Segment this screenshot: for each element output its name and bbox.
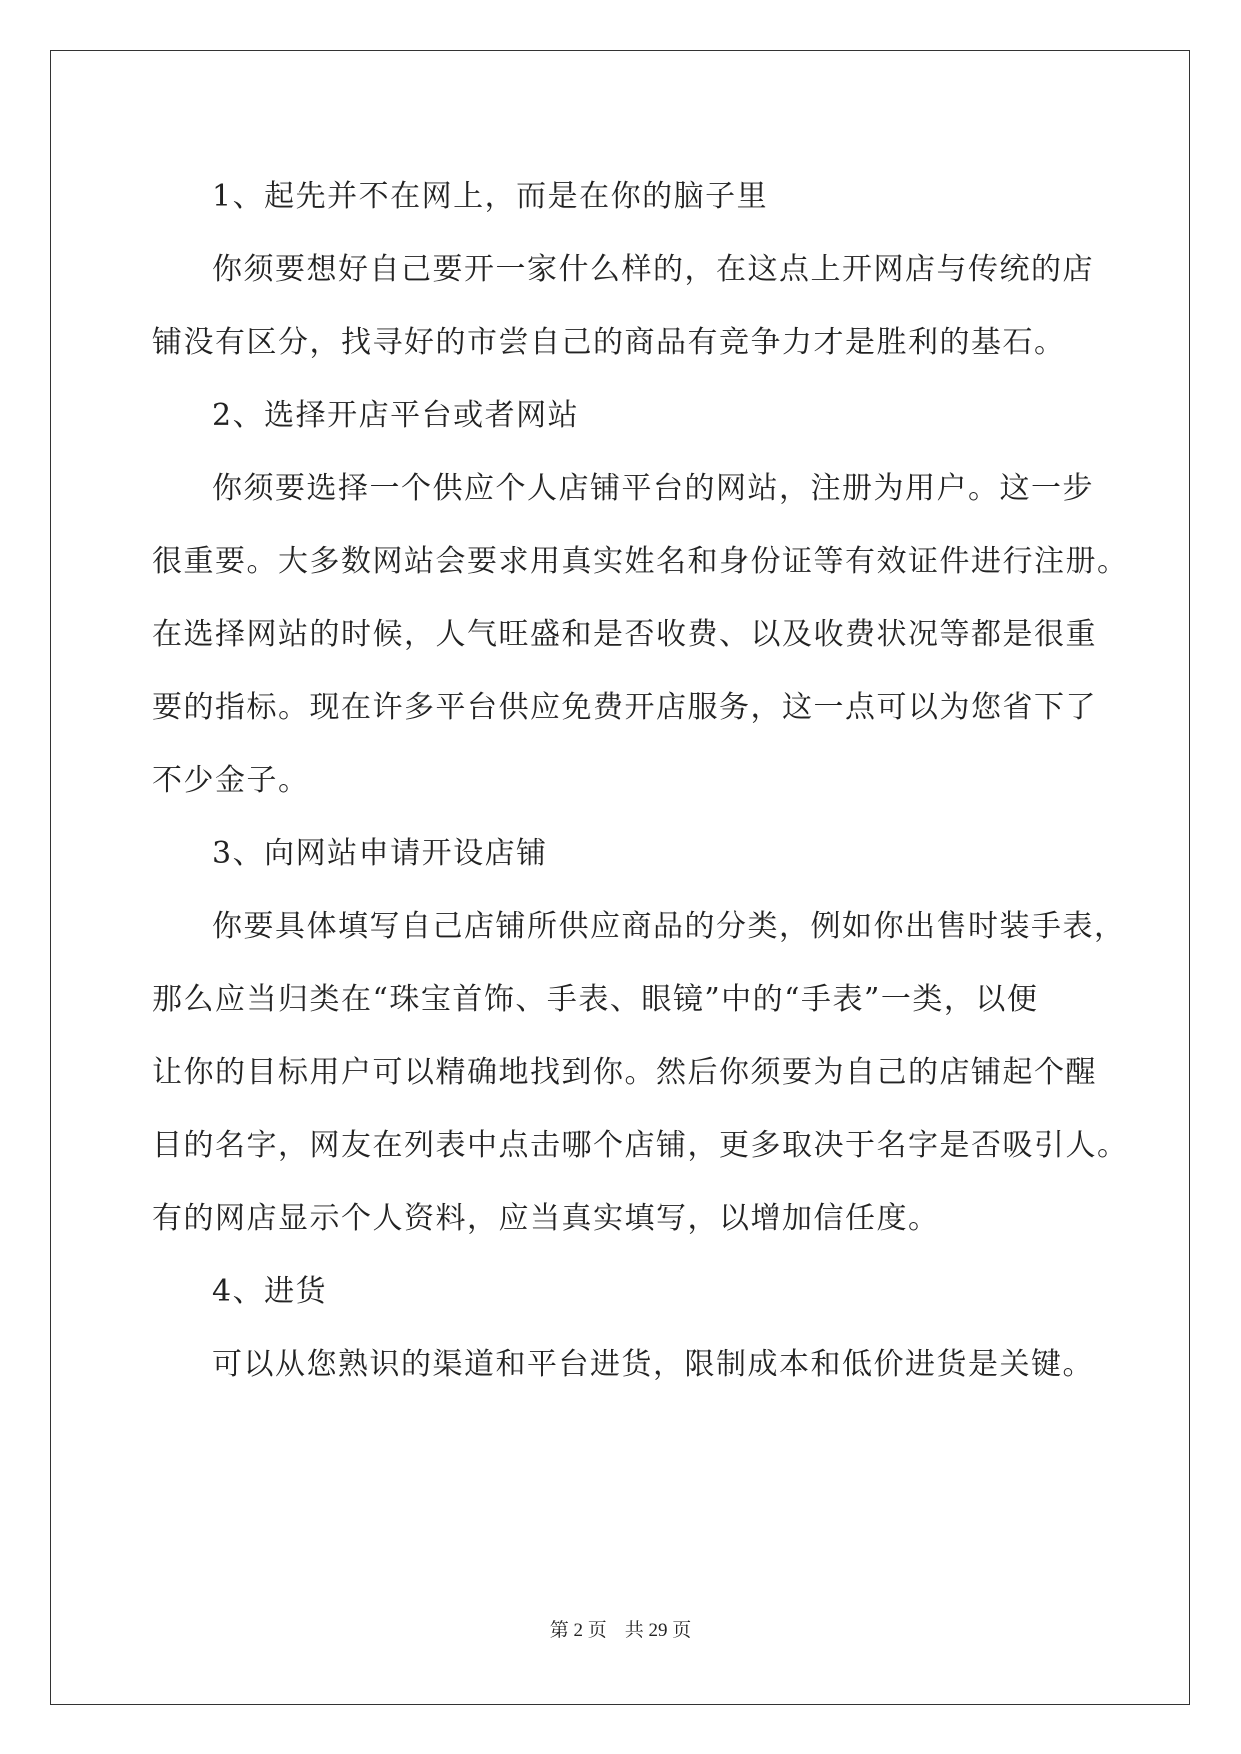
paragraph-line: 可以从您熟识的渠道和平台进货，限制成本和低价进货是关键。 <box>212 1347 1094 1382</box>
paragraph-line: 你须要想好自己要开一家什么样的，在这点上开网店与传统的店 <box>212 252 1094 287</box>
heading-step-3: 3、向网站申请开设店铺 <box>212 836 548 871</box>
page-footer <box>0 1615 1241 1642</box>
paragraph-line: 铺没有区分，找寻好的市尝自己的商品有竞争力才是胜利的基石。 <box>152 325 1066 360</box>
heading-step-4: 4、进货 <box>212 1274 328 1309</box>
paragraph-line: 目的名字，网友在列表中点击哪个店铺，更多取决于名字是否吸引人。 <box>152 1128 1129 1163</box>
paragraph-line: 在选择网站的时候，人气旺盛和是否收费、以及收费状况等都是很重 <box>152 617 1097 652</box>
paragraph-line: 要的指标。现在许多平台供应免费开店服务，这一点可以为您省下了 <box>152 690 1097 725</box>
page-total: 共 29 页 <box>624 1620 692 1641</box>
document-body <box>152 160 1129 1401</box>
paragraph-line: 你要具体填写自己店铺所供应商品的分类，例如你出售时装手表， <box>212 909 1126 944</box>
paragraph-line: 让你的目标用户可以精确地找到你。然后你须要为自己的店铺起个醒 <box>152 1055 1097 1090</box>
paragraph-line: 那么应当归类在“珠宝首饰、手表、眼镜”中的“手表”一类，以便 <box>152 982 1039 1017</box>
heading-step-1: 1、起先并不在网上，而是在你的脑子里 <box>212 179 769 214</box>
heading-step-2: 2、选择开店平台或者网站 <box>212 398 580 433</box>
paragraph-line: 你须要选择一个供应个人店铺平台的网站，注册为用户。这一步 <box>212 471 1094 506</box>
paragraph-line: 很重要。大多数网站会要求用真实姓名和身份证等有效证件进行注册。 <box>152 544 1129 579</box>
page-number: 第 2 页 <box>549 1620 607 1641</box>
paragraph-line: 不少金子。 <box>152 763 310 798</box>
paragraph-line: 有的网店显示个人资料，应当真实填写，以增加信任度。 <box>152 1201 940 1236</box>
